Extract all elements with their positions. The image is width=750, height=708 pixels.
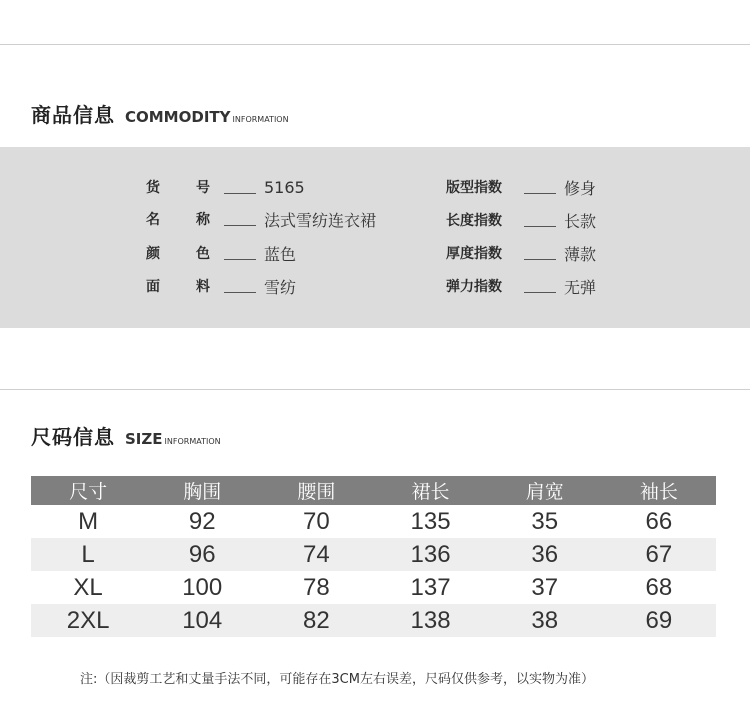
size-title-en-small: INFORMATION bbox=[164, 437, 221, 446]
leader-line bbox=[224, 193, 256, 194]
size-table bbox=[31, 476, 716, 637]
table-cell: 136 bbox=[373, 538, 487, 571]
top-divider bbox=[0, 44, 750, 45]
middle-divider bbox=[0, 389, 750, 390]
table-cell: XL bbox=[73, 573, 103, 601]
header-bust: 胸围 bbox=[145, 476, 259, 505]
info-row-item-number bbox=[146, 176, 305, 198]
info-value: 无弹 bbox=[564, 277, 597, 297]
table-cell: 78 bbox=[303, 573, 330, 601]
table-cell: 70 bbox=[303, 507, 330, 535]
info-label: 版型指数 bbox=[446, 180, 502, 196]
info-row-elasticity-index bbox=[446, 275, 596, 297]
leader-line bbox=[524, 193, 556, 194]
table-cell: 66 bbox=[645, 507, 673, 535]
size-section-title bbox=[31, 421, 221, 450]
table-cell: 38 bbox=[488, 604, 602, 637]
info-label: 名 称 bbox=[146, 212, 210, 228]
table-cell: 138 bbox=[373, 604, 487, 637]
header-shoulder: 肩宽 bbox=[488, 476, 602, 505]
table-row bbox=[31, 571, 716, 604]
table-cell: 135 bbox=[410, 507, 451, 535]
header-sleeve: 袖长 bbox=[602, 476, 716, 505]
info-value: 5165 bbox=[264, 177, 305, 197]
info-label: 厚度指数 bbox=[446, 246, 502, 262]
size-title-en: SIZE bbox=[125, 430, 163, 448]
table-cell: 69 bbox=[602, 604, 716, 637]
table-cell: L bbox=[31, 538, 145, 571]
info-row-length-index bbox=[446, 209, 596, 231]
table-cell: 67 bbox=[602, 538, 716, 571]
info-value: 法式雪纺连衣裙 bbox=[264, 210, 377, 230]
leader-line bbox=[224, 259, 256, 260]
leader-line bbox=[524, 226, 556, 227]
header-dress-length: 裙长 bbox=[373, 476, 487, 505]
info-value: 薄款 bbox=[564, 244, 597, 264]
info-label: 颜 色 bbox=[146, 246, 210, 262]
info-row-fit-index bbox=[446, 176, 596, 198]
commodity-info-panel bbox=[0, 147, 750, 328]
table-cell: 74 bbox=[259, 538, 373, 571]
table-row bbox=[31, 505, 716, 538]
table-cell: 137 bbox=[410, 573, 451, 601]
table-cell: 96 bbox=[145, 538, 259, 571]
info-row-thickness-index bbox=[446, 242, 596, 264]
info-value: 雪纺 bbox=[264, 277, 297, 297]
info-label: 弹力指数 bbox=[446, 279, 502, 295]
info-value: 长款 bbox=[564, 211, 597, 231]
info-label: 长度指数 bbox=[446, 213, 502, 229]
info-value: 蓝色 bbox=[264, 244, 297, 264]
header-size: 尺寸 bbox=[31, 476, 145, 505]
table-row bbox=[31, 604, 716, 637]
commodity-title-zh: 商品信息 bbox=[31, 103, 115, 127]
table-cell: 92 bbox=[188, 507, 216, 535]
table-cell: 100 bbox=[182, 573, 223, 601]
table-cell: 36 bbox=[488, 538, 602, 571]
leader-line bbox=[224, 292, 256, 293]
table-cell: 35 bbox=[531, 507, 559, 535]
table-cell: 82 bbox=[259, 604, 373, 637]
info-row-fabric bbox=[146, 275, 296, 297]
size-title-zh: 尺码信息 bbox=[31, 425, 115, 449]
table-cell: 37 bbox=[531, 573, 559, 601]
table-cell: 104 bbox=[145, 604, 259, 637]
size-table-header bbox=[31, 476, 716, 505]
table-cell: 68 bbox=[645, 573, 673, 601]
leader-line bbox=[524, 259, 556, 260]
leader-line bbox=[524, 292, 556, 293]
commodity-section-title bbox=[31, 99, 289, 128]
header-waist: 腰围 bbox=[259, 476, 373, 505]
info-label: 面 料 bbox=[146, 279, 210, 295]
table-cell: 2XL bbox=[31, 604, 145, 637]
info-row-color bbox=[146, 242, 296, 264]
leader-line bbox=[224, 225, 256, 226]
commodity-title-en-small: INFORMATION bbox=[232, 115, 289, 124]
info-label: 货 号 bbox=[146, 180, 210, 196]
table-row bbox=[31, 538, 716, 571]
info-row-name bbox=[146, 208, 376, 230]
measurement-note: 注:（因裁剪工艺和丈量手法不同，可能存在3CM左右误差，尺码仅供参考，以实物为准） bbox=[80, 672, 594, 687]
commodity-title-en: COMMODITY bbox=[125, 108, 231, 126]
table-cell: M bbox=[78, 507, 99, 535]
info-value: 修身 bbox=[564, 178, 597, 198]
